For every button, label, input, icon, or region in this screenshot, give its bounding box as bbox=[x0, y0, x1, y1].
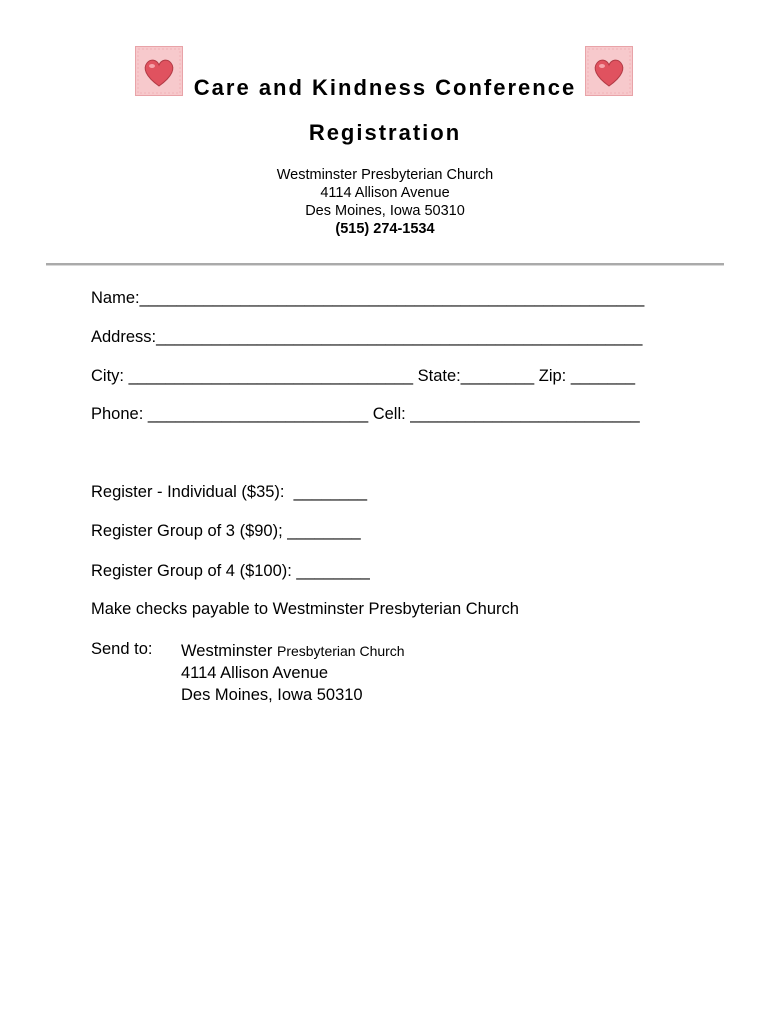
send-to-address bbox=[181, 640, 405, 706]
address-field[interactable]: Address:_____________________________________________________ bbox=[91, 328, 643, 346]
page-title: Care and Kindness Conference bbox=[193, 75, 577, 100]
divider bbox=[46, 263, 724, 266]
name-field[interactable]: Name:_______________________________________________________ bbox=[91, 289, 645, 307]
church-phone: (515) 274-1534 bbox=[335, 221, 435, 237]
send-to-name-part2: Presbyterian Church bbox=[276, 643, 405, 659]
checks-payable-note: Make checks payable to Westminster Presbyterian Church bbox=[91, 600, 519, 618]
send-to-street: 4114 Allison Avenue bbox=[181, 664, 329, 682]
church-street: 4114 Allison Avenue bbox=[320, 185, 450, 201]
phone-cell-field[interactable]: Phone: ________________________ Cell: _________________________ bbox=[91, 405, 640, 423]
church-name: Westminster Presbyterian Church bbox=[276, 167, 494, 183]
church-city: Des Moines, Iowa 50310 bbox=[305, 203, 465, 219]
send-to-city: Des Moines, Iowa 50310 bbox=[181, 686, 363, 704]
register-group4-field[interactable]: Register Group of 4 ($100): ________ bbox=[91, 562, 370, 580]
register-group3-field[interactable]: Register Group of 3 ($90); ________ bbox=[91, 522, 361, 540]
city-state-zip-field[interactable]: City: _______________________________ State:________ Zip: _______ bbox=[91, 367, 636, 385]
register-individual-field[interactable]: Register - Individual ($35): ________ bbox=[91, 483, 368, 501]
send-to-label: Send to: bbox=[91, 640, 153, 658]
church-info bbox=[0, 166, 770, 238]
send-to-name-part1: Westminster bbox=[181, 642, 273, 660]
page-subtitle: Registration bbox=[308, 120, 462, 145]
